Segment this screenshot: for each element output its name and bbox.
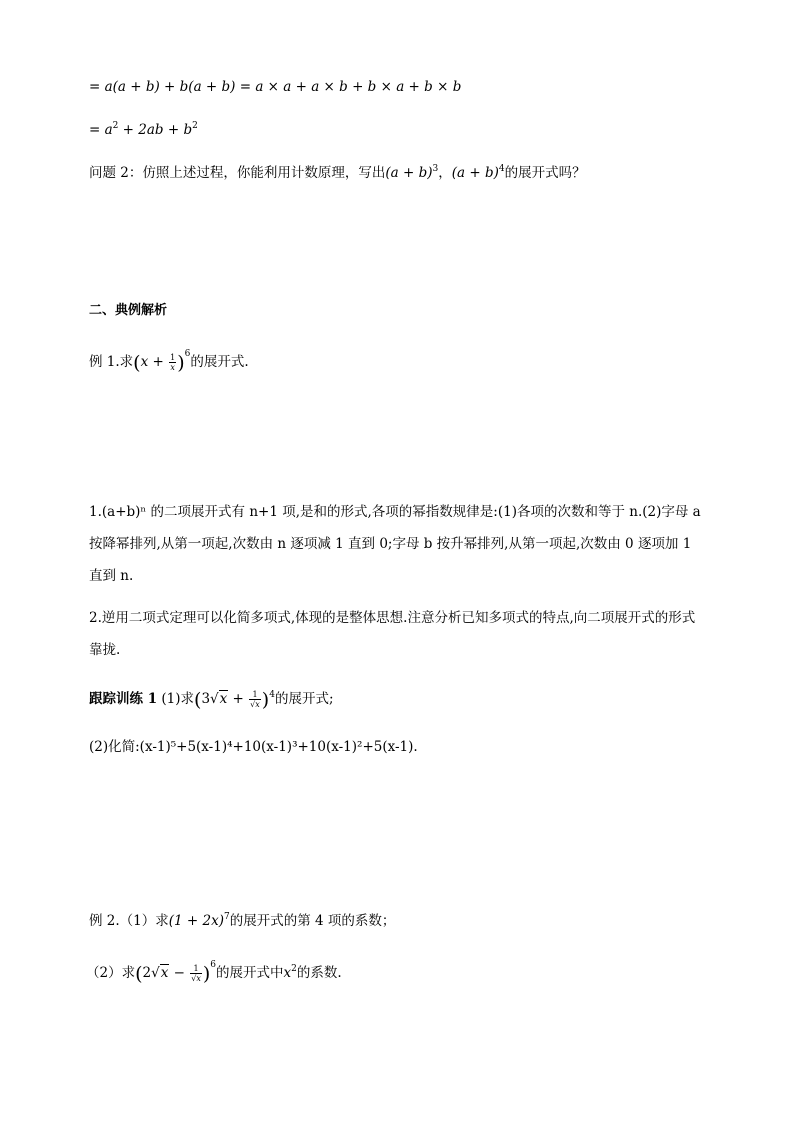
example-1: 例 1.求(x + $\frac{1}{x}$ )$^6$的展开式. <box>89 349 249 374</box>
example-2-part-2: （2）求(2√x − $\frac{1}{√x}$ )$^6$的展开式中$x^2$的系数. <box>86 960 342 985</box>
example-2-part-1: 例 2.（1）求$(1 + 2x)^7$的展开式的第 4 项的系数； <box>89 912 396 929</box>
note-paragraph-1: 1.(a+b)ⁿ 的二项展开式有 n+1 项,是和的形式,各项的幂指数规律是:(1)各项的次数和等于 n.(2)字母 a 按降幂排列,从第一项起,次数由 n 逐项减 1 直到 0;字母 b 按升幂排列,从第一项起,次数由 0 逐项加 1 直到 n. <box>89 504 701 584</box>
question-2: 问题 2：仿照上述过程，你能利用计数原理，写出$(a + b)^3$，$(a + b)^4$的展开式吗？ <box>89 164 586 181</box>
tracking-exercise-1: 跟踪训练 1 (1)求(3√x + $\frac{1}{√x}$ )$^4$的展开式; <box>89 689 334 711</box>
note-paragraph-2: 2.逆用二项式定理可以化简多项式,体现的是整体思想.注意分析已知多项式的特点,向二项展开式的形式靠拢. <box>89 610 696 658</box>
section-heading: 二、典例解析 <box>89 303 168 318</box>
square-result-line: = $a^2 + 2ab + b^2$ <box>89 121 198 138</box>
expansion-line: = a(a + b) + b(a + b) = a × a + a × b + b × a + b × b <box>89 79 462 95</box>
tracking-exercise-2: (2)化简:(x-1)⁵+5(x-1)⁴+10(x-1)³+10(x-1)²+5(x-1). <box>89 739 418 755</box>
